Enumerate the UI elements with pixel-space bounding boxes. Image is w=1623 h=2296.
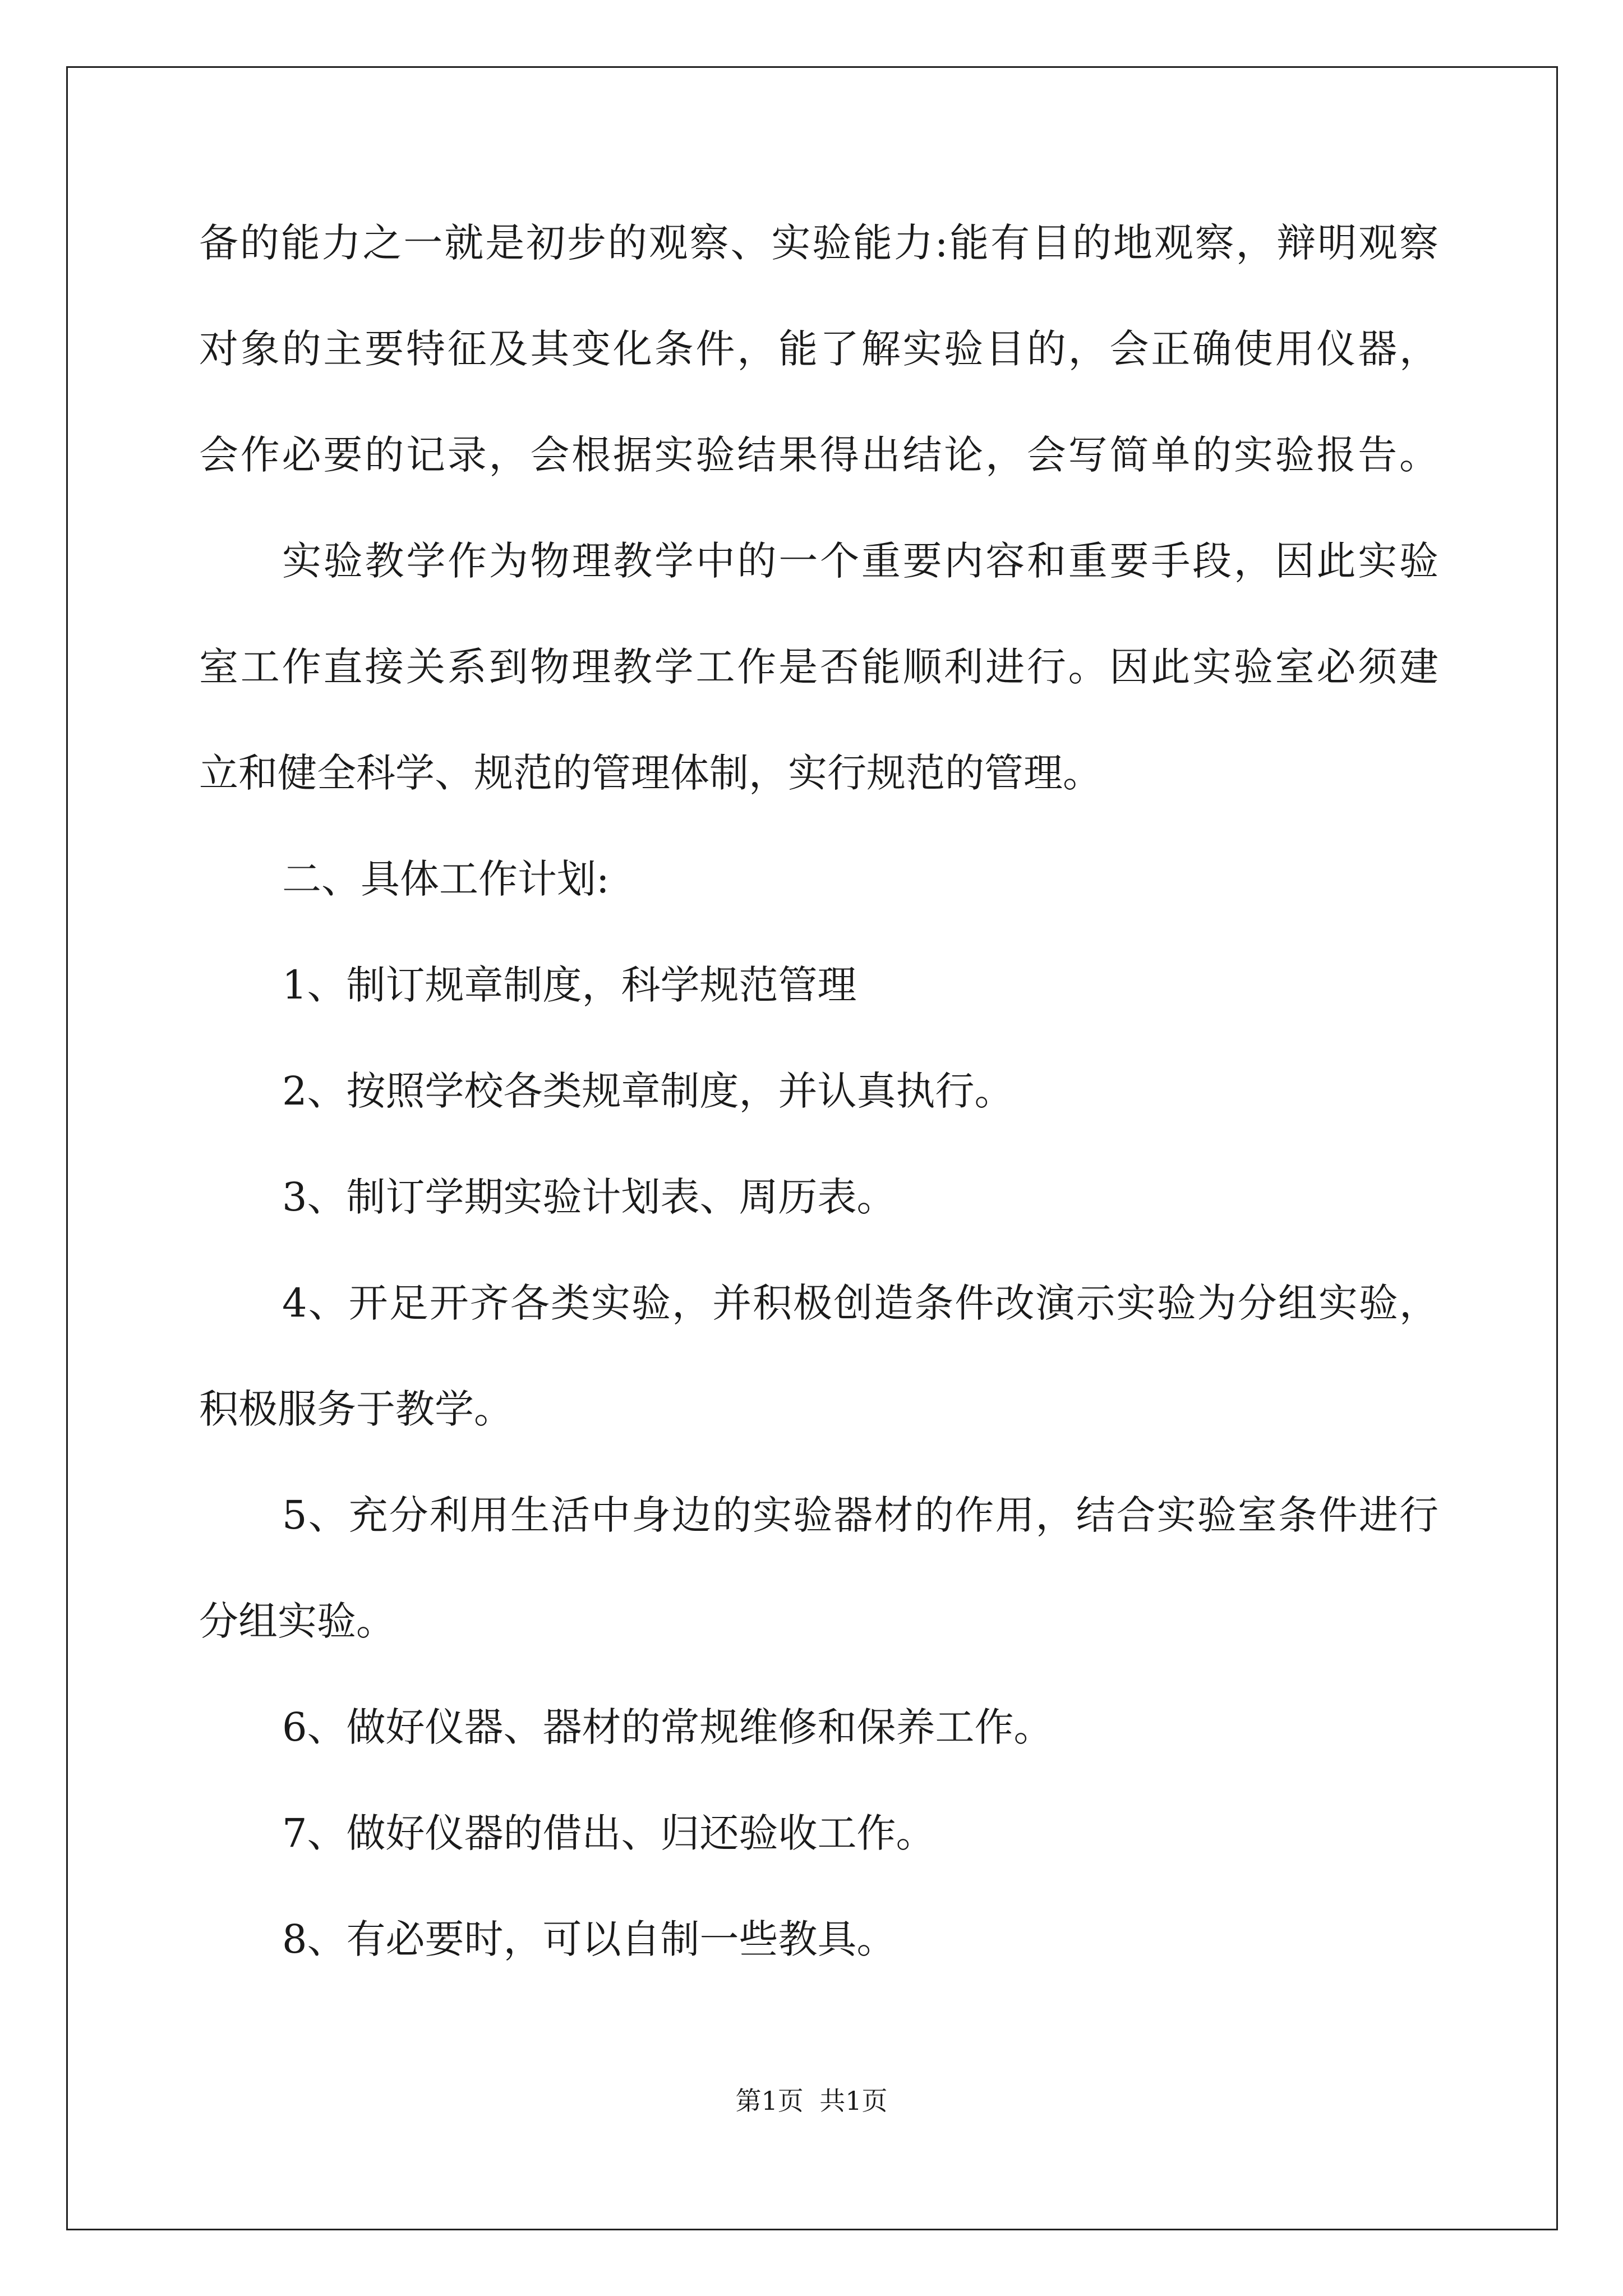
text-line: 备的能力之一就是初步的观察、实验能力:能有目的地观察，辩明观察 (199, 220, 1438, 266)
list-item: 1、制订规章制度，科学规范管理 (282, 962, 857, 1008)
list-item: 6、做好仪器、器材的常规维修和保养工作。 (282, 1704, 1053, 1750)
section-heading: 二、具体工作计划: (282, 856, 610, 902)
list-item: 4、开足开齐各类实验，并积极创造条件改演示实验为分组实验， (282, 1280, 1438, 1326)
list-item: 5、充分利用生活中身边的实验器材的作用，结合实验室条件进行 (282, 1492, 1438, 1538)
list-item: 3、制订学期实验计划表、周历表。 (282, 1174, 896, 1220)
text-line: 对象的主要特征及其变化条件，能了解实验目的，会正确使用仪器， (199, 326, 1438, 372)
list-item: 2、按照学校各类规章制度，并认真执行。 (282, 1068, 1014, 1114)
text-line: 立和健全科学、规范的管理体制，实行规范的管理。 (199, 750, 1102, 796)
list-item: 8、有必要时，可以自制一些教具。 (282, 1916, 896, 1962)
list-item: 7、做好仪器的借出、归还验收工作。 (282, 1810, 935, 1856)
text-line: 室工作直接关系到物理教学工作是否能顺利进行。因此实验室必须建 (199, 644, 1438, 690)
list-item-continuation: 分组实验。 (199, 1598, 395, 1644)
list-item-continuation: 积极服务于教学。 (199, 1386, 513, 1432)
text-line: 会作必要的记录，会根据实验结果得出结论，会写简单的实验报告。 (199, 432, 1438, 478)
page-border (66, 66, 1558, 2230)
text-line: 实验教学作为物理教学中的一个重要内容和重要手段，因此实验 (282, 538, 1438, 584)
page-footer: 第1页 共1页 (735, 2086, 888, 2116)
